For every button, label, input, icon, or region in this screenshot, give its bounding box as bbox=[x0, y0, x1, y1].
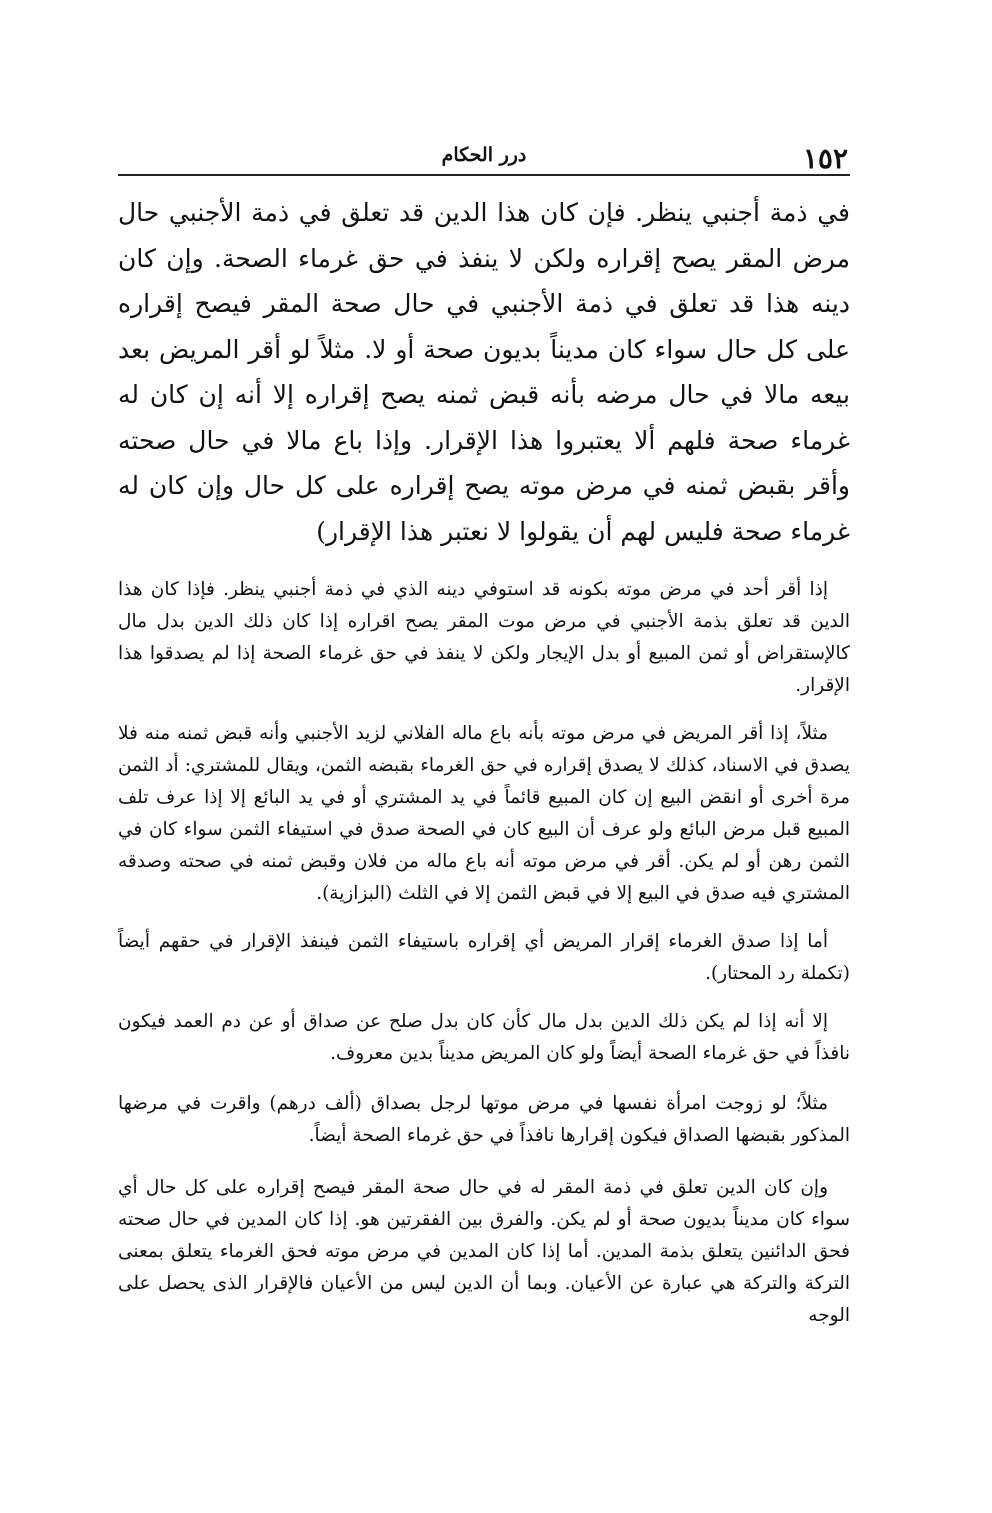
main-text-paragraph: في ذمة أجنبي ينظر. فإن كان هذا الدين قد تعلق في ذمة الأجنبي حال مرض المقر يصح إقراره ولكن لا ينفذ في حق غرماء الصحة. وإن كان دينه هذا قد تعلق في ذمة الأجنبي في حال صحة المقر فيصح إقراره على كل حال سواء كان مديناً بديون صحة أو لا. مثلاً لو أقر المريض بعد بيعه مالا في حال مرضه بأنه قبض ثمنه يصح إقراره إلا أنه إن كان له غرماء صحة فلهم ألا يعتبروا هذا الإقرار. وإذا باع مالا في حال صحته وأقر بقبض ثمنه في مرض موته يصح إقراره على كل حال وإن كان له غرماء صحة فليس لهم أن يقولوا لا نعتبر هذا الإقرار) bbox=[118, 198, 850, 546]
book-title: درر الحكام bbox=[441, 144, 527, 166]
commentary-paragraph: مثلاً؛ لو زوجت امرأة نفسها في مرض موتها لرجل بصداق (ألف درهم) واقرت في مرضها المذكور بقبضها الصداق فيكون إقرارها نافذاً في حق غرماء الصحة أيضاً. bbox=[118, 1093, 850, 1146]
commentary-paragraph: إلا أنه إذا لم يكن ذلك الدين بدل مال كأن كان بدل صلح عن صداق أو عن دم العمد فيكون نافذاً في حق غرماء الصحة أيضاً ولو كان المريض مديناً بدين معروف. bbox=[118, 1011, 850, 1064]
commentary-paragraph: إذا أقر أحد في مرض موته بكونه قد استوفي دينه الذي في ذمة أجنبي ينظر. فإذا كان هذا الدين قد تعلق بذمة الأجنبي في مرض موت المقر يصح اقراره إذا كان ذلك الدين بدل مال كالإستقراض أو ثمن المبيع أو بدل الإيجار ولكن لا ينفذ في حق غرماء الصحة إذا لم يصدقوا هذا الإقرار. bbox=[118, 579, 850, 696]
commentary-paragraph: مثلاً، إذا أقر المريض في مرض موته بأنه باع ماله الفلاني لزيد الأجنبي وأنه قبض ثمنه منه فلا يصدق في الاسناد، كذلك لا يصدق إقراره في حق الغرماء بقبضه الثمن، ويقال للمشتري: أد الثمن مرة أخرى أو انقض البيع إن كان المبيع قائماً في يد المشتري أو في يد البائع إلا إذا عرف تلف المبيع قبل مرض البائع ولو عرف أن البيع كان في الصحة صدق في استيفاء الثمن سواء كان في الثمن رهن أو لم يكن. أقر في مرض موته أنه باع ماله من فلان وقبض ثمنه في صحته وصدقه المشتري فيه صدق في البيع إلا في قبض الثمن إلا في الثلث (البزازية). bbox=[118, 723, 850, 904]
commentary-paragraph: أما إذا صدق الغرماء إقرار المريض أي إقراره باستيفاء الثمن فينفذ الإقرار في حقهم أيضاً (تكملة رد المحتار). bbox=[118, 931, 850, 984]
commentary-paragraph: وإن كان الدين تعلق في ذمة المقر له في حال صحة المقر فيصح إقراره على كل حال أي سواء كان مديناً بديون صحة أو لم يكن. والفرق بين الفقرتين هو. إذا كان المدين في حال صحته فحق الدائنين يتعلق بذمة المدين. أما إذا كان المدين في مرض موته فحق الغرماء يتعلق بمعنى التركة والتركة هي عبارة عن الأعيان. وبما أن الدين ليس من الأعيان فالإقرار الذى يحصل على الوجه bbox=[118, 1177, 850, 1326]
document-page bbox=[118, 130, 850, 1326]
running-header bbox=[118, 130, 850, 176]
page-number: ١٥٢ bbox=[802, 142, 848, 175]
commentary-section bbox=[118, 574, 850, 1326]
